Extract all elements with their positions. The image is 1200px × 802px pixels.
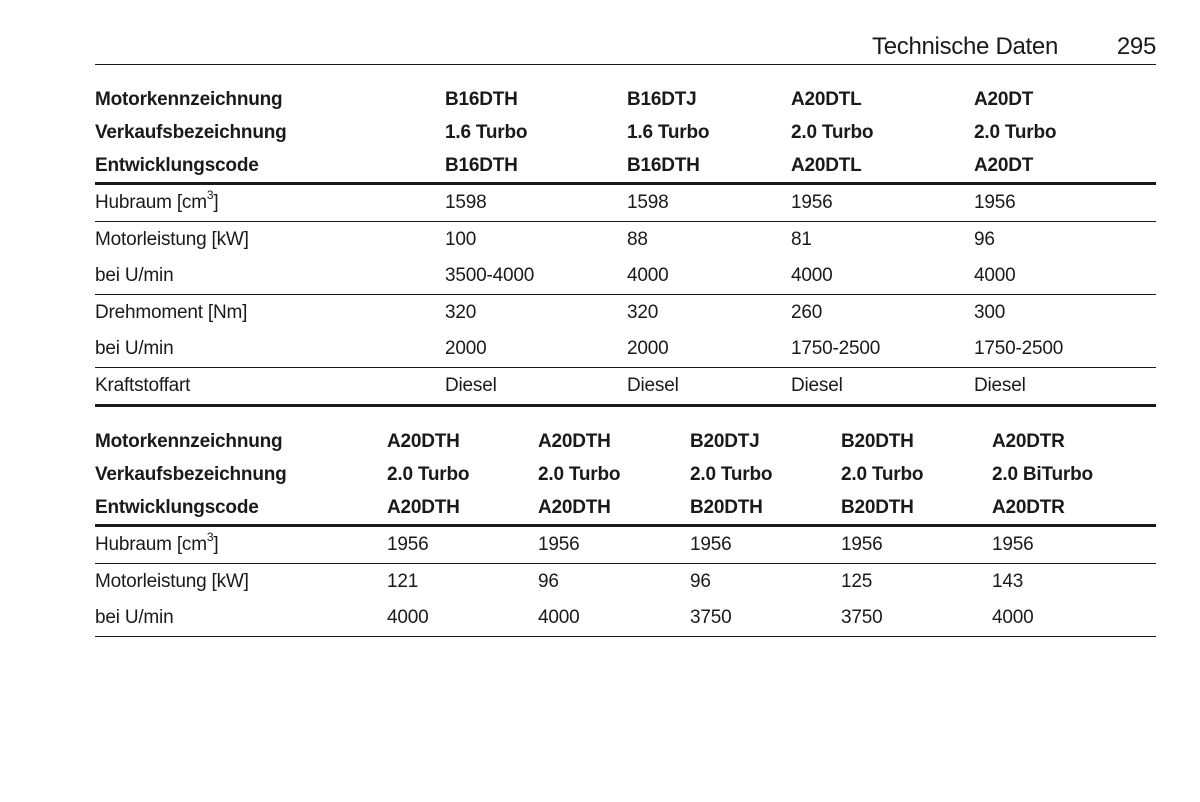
row-label: Verkaufsbezeichnung — [95, 463, 287, 485]
header-row-motorkennzeichnung — [95, 83, 1156, 116]
cell: 4000 — [791, 258, 974, 295]
row-label: bei U/min — [95, 600, 387, 637]
cell: B16DTH — [445, 150, 627, 184]
header-row-entwicklungscode — [95, 492, 1156, 526]
row-label: Verkaufsbezeichnung — [95, 121, 287, 143]
cell: 1.6 Turbo — [627, 121, 710, 143]
row-label — [95, 183, 445, 221]
cell: 96 — [690, 570, 711, 592]
cell: 2.0 Turbo — [974, 121, 1057, 143]
table-row-motorleistung — [95, 563, 1156, 600]
cell: 96 — [974, 228, 995, 250]
cell: B20DTH — [841, 430, 914, 452]
cell: 2.0 Turbo — [690, 463, 773, 485]
cell: Diesel — [445, 367, 627, 405]
cell: A20DTR — [992, 430, 1065, 452]
cell: B16DTH — [445, 88, 518, 110]
cell: 320 — [627, 301, 659, 323]
cell: 1956 — [841, 525, 992, 563]
page-number: 295 — [1116, 33, 1156, 60]
row-label: Drehmoment [Nm] — [95, 301, 248, 323]
cell: B20DTJ — [690, 430, 760, 452]
row-label: bei U/min — [95, 331, 445, 368]
cell: 260 — [791, 301, 823, 323]
table-row-motorleistung — [95, 221, 1156, 258]
bracket: ] — [213, 191, 219, 213]
row-label: Kraftstoffart — [95, 367, 445, 405]
row-label: Motorleistung [kW] — [95, 570, 249, 592]
row-label: Entwicklungscode — [95, 492, 387, 526]
superscript: 3 — [206, 188, 214, 203]
bracket: ] — [213, 533, 219, 555]
row-label: Entwicklungscode — [95, 150, 445, 184]
cell: 3500-4000 — [445, 258, 627, 295]
table-row-hubraum — [95, 183, 1156, 221]
cell: 1956 — [974, 183, 1156, 221]
cell: B16DTJ — [627, 88, 697, 110]
hubraum-label: Hubraum [cm — [95, 191, 207, 213]
cell: 1.6 Turbo — [445, 121, 528, 143]
cell: B20DTH — [841, 492, 992, 526]
cell: A20DTH — [538, 492, 690, 526]
row-label: Motorkennzeichnung — [95, 88, 283, 110]
cell: 4000 — [974, 258, 1156, 295]
cell: 4000 — [538, 600, 690, 637]
engine-spec-table-2 — [95, 425, 1156, 637]
row-label: Motorkennzeichnung — [95, 430, 283, 452]
cell: 4000 — [387, 600, 538, 637]
cell: 88 — [627, 228, 648, 250]
superscript: 3 — [206, 530, 214, 545]
cell: 300 — [974, 301, 1006, 323]
cell: 143 — [992, 570, 1024, 592]
cell: A20DT — [974, 150, 1156, 184]
row-label: bei U/min — [95, 258, 445, 295]
cell: 125 — [841, 570, 873, 592]
cell: 2.0 BiTurbo — [992, 463, 1093, 485]
cell: A20DTH — [387, 492, 538, 526]
table-row-bei-umin — [95, 600, 1156, 637]
page-title: Technische Daten — [872, 33, 1058, 60]
cell: A20DTR — [992, 492, 1156, 526]
cell: A20DTL — [791, 150, 974, 184]
hubraum-label: Hubraum [cm — [95, 533, 207, 555]
cell: 1598 — [445, 183, 627, 221]
cell: 2000 — [627, 331, 791, 368]
cell: Diesel — [627, 367, 791, 405]
cell: 2.0 Turbo — [387, 463, 470, 485]
cell: 96 — [538, 570, 559, 592]
cell: A20DTH — [387, 430, 460, 452]
header-row-entwicklungscode — [95, 150, 1156, 184]
cell: A20DT — [974, 88, 1034, 110]
cell: 1956 — [992, 525, 1156, 563]
cell: 4000 — [992, 600, 1156, 637]
cell: 81 — [791, 228, 812, 250]
cell: 1956 — [387, 525, 538, 563]
header-row-verkaufsbezeichnung — [95, 458, 1156, 491]
row-label — [95, 525, 387, 563]
cell: 3750 — [841, 600, 992, 637]
cell: 2.0 Turbo — [791, 121, 874, 143]
cell: 2000 — [445, 331, 627, 368]
table-row-drehmoment — [95, 294, 1156, 331]
cell: B20DTH — [690, 492, 841, 526]
cell: 2.0 Turbo — [841, 463, 924, 485]
cell: Diesel — [974, 367, 1156, 405]
cell: A20DTH — [538, 430, 611, 452]
cell: 1598 — [627, 183, 791, 221]
cell: 100 — [445, 228, 477, 250]
row-label: Motorleistung [kW] — [95, 228, 249, 250]
cell: 1956 — [690, 525, 841, 563]
cell: 1750-2500 — [791, 331, 974, 368]
table-row-bei-umin — [95, 331, 1156, 368]
cell: B16DTH — [627, 150, 791, 184]
cell: 320 — [445, 301, 477, 323]
cell: 1750-2500 — [974, 331, 1156, 368]
engine-spec-table-1 — [95, 83, 1156, 407]
table-row-hubraum — [95, 525, 1156, 563]
cell: 4000 — [627, 258, 791, 295]
cell: 2.0 Turbo — [538, 463, 621, 485]
cell: 121 — [387, 570, 419, 592]
cell: 3750 — [690, 600, 841, 637]
page-header — [95, 30, 1156, 65]
cell: 1956 — [538, 525, 690, 563]
header-row-verkaufsbezeichnung — [95, 116, 1156, 149]
cell: A20DTL — [791, 88, 862, 110]
table-row-kraftstoffart — [95, 367, 1156, 405]
table-row-bei-umin — [95, 258, 1156, 295]
cell: 1956 — [791, 183, 974, 221]
cell: Diesel — [791, 367, 974, 405]
header-row-motorkennzeichnung — [95, 425, 1156, 458]
